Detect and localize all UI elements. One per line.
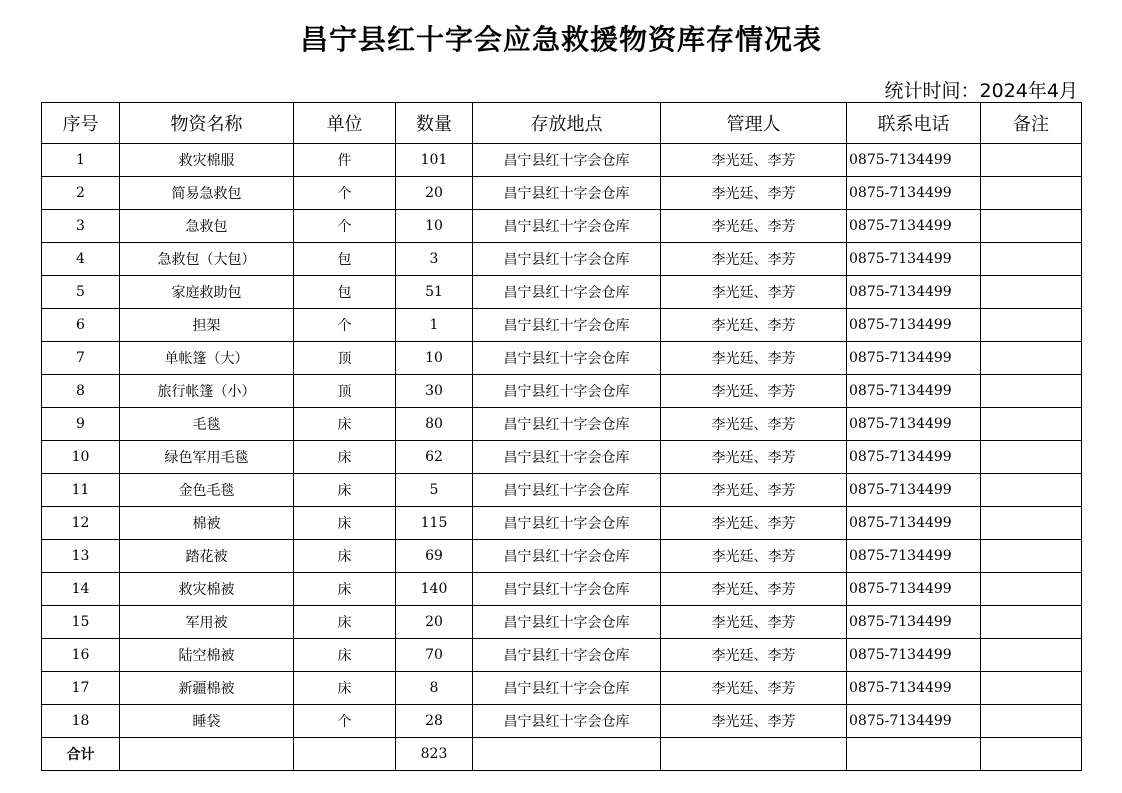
cell-manager: 李光廷、李芳	[661, 606, 847, 639]
cell-location: 昌宁县红十字会仓库	[473, 441, 661, 474]
cell-note	[981, 606, 1082, 639]
cell-name: 棉被	[120, 507, 294, 540]
cell-phone: 0875-7134499	[847, 276, 981, 309]
cell-manager: 李光廷、李芳	[661, 639, 847, 672]
cell-phone: 0875-7134499	[847, 441, 981, 474]
cell-note	[981, 573, 1082, 606]
cell-name: 简易急救包	[120, 177, 294, 210]
cell-unit: 床	[294, 474, 396, 507]
cell-qty: 140	[396, 573, 473, 606]
cell-manager: 李光廷、李芳	[661, 243, 847, 276]
header-note: 备注	[981, 103, 1082, 144]
cell-name: 急救包	[120, 210, 294, 243]
cell-note	[981, 672, 1082, 705]
inventory-table	[41, 102, 1082, 771]
cell-unit: 件	[294, 144, 396, 177]
cell-location: 昌宁县红十字会仓库	[473, 573, 661, 606]
cell-manager: 李光廷、李芳	[661, 177, 847, 210]
cell-name: 绿色军用毛毯	[120, 441, 294, 474]
cell-phone: 0875-7134499	[847, 507, 981, 540]
cell-location: 昌宁县红十字会仓库	[473, 606, 661, 639]
cell-note	[981, 243, 1082, 276]
cell-unit: 床	[294, 507, 396, 540]
table-row	[42, 507, 1082, 540]
cell-unit: 顶	[294, 342, 396, 375]
cell-phone: 0875-7134499	[847, 639, 981, 672]
table-header-row	[42, 103, 1082, 144]
cell-qty: 101	[396, 144, 473, 177]
cell-location: 昌宁县红十字会仓库	[473, 309, 661, 342]
cell-unit: 个	[294, 705, 396, 738]
cell-note	[981, 309, 1082, 342]
cell-no: 5	[42, 276, 120, 309]
cell-note	[981, 441, 1082, 474]
total-cell-empty	[847, 738, 981, 771]
cell-location: 昌宁县红十字会仓库	[473, 243, 661, 276]
cell-phone: 0875-7134499	[847, 243, 981, 276]
table-row	[42, 276, 1082, 309]
cell-manager: 李光廷、李芳	[661, 540, 847, 573]
cell-note	[981, 540, 1082, 573]
total-cell-empty	[981, 738, 1082, 771]
cell-no: 8	[42, 375, 120, 408]
cell-unit: 床	[294, 573, 396, 606]
cell-phone: 0875-7134499	[847, 540, 981, 573]
cell-no: 18	[42, 705, 120, 738]
cell-qty: 28	[396, 705, 473, 738]
cell-unit: 床	[294, 408, 396, 441]
table-row	[42, 705, 1082, 738]
total-label: 合计	[42, 738, 120, 771]
cell-qty: 8	[396, 672, 473, 705]
cell-qty: 1	[396, 309, 473, 342]
cell-location: 昌宁县红十字会仓库	[473, 672, 661, 705]
cell-no: 4	[42, 243, 120, 276]
table-row	[42, 177, 1082, 210]
table-row	[42, 243, 1082, 276]
cell-unit: 床	[294, 441, 396, 474]
header-no: 序号	[42, 103, 120, 144]
cell-qty: 80	[396, 408, 473, 441]
table-row	[42, 309, 1082, 342]
cell-manager: 李光廷、李芳	[661, 474, 847, 507]
cell-qty: 62	[396, 441, 473, 474]
total-cell-empty	[473, 738, 661, 771]
cell-manager: 李光廷、李芳	[661, 672, 847, 705]
table-row	[42, 573, 1082, 606]
cell-no: 10	[42, 441, 120, 474]
cell-name: 救灾棉被	[120, 573, 294, 606]
cell-note	[981, 177, 1082, 210]
table-row	[42, 606, 1082, 639]
cell-unit: 床	[294, 672, 396, 705]
cell-name: 急救包（大包）	[120, 243, 294, 276]
cell-name: 金色毛毯	[120, 474, 294, 507]
cell-name: 陆空棉被	[120, 639, 294, 672]
cell-unit: 个	[294, 210, 396, 243]
cell-unit: 个	[294, 309, 396, 342]
cell-unit: 个	[294, 177, 396, 210]
cell-name: 家庭救助包	[120, 276, 294, 309]
cell-manager: 李光廷、李芳	[661, 144, 847, 177]
cell-manager: 李光廷、李芳	[661, 276, 847, 309]
table-row	[42, 639, 1082, 672]
cell-note	[981, 210, 1082, 243]
cell-qty: 70	[396, 639, 473, 672]
cell-phone: 0875-7134499	[847, 672, 981, 705]
cell-no: 16	[42, 639, 120, 672]
table-row	[42, 540, 1082, 573]
cell-manager: 李光廷、李芳	[661, 507, 847, 540]
cell-unit: 包	[294, 243, 396, 276]
total-cell-empty	[120, 738, 294, 771]
cell-note	[981, 639, 1082, 672]
cell-location: 昌宁县红十字会仓库	[473, 375, 661, 408]
cell-no: 9	[42, 408, 120, 441]
cell-qty: 3	[396, 243, 473, 276]
cell-phone: 0875-7134499	[847, 474, 981, 507]
cell-unit: 床	[294, 606, 396, 639]
cell-unit: 顶	[294, 375, 396, 408]
cell-qty: 10	[396, 210, 473, 243]
header-manager: 管理人	[661, 103, 847, 144]
header-name: 物资名称	[120, 103, 294, 144]
cell-phone: 0875-7134499	[847, 210, 981, 243]
cell-no: 1	[42, 144, 120, 177]
table-row	[42, 144, 1082, 177]
cell-qty: 30	[396, 375, 473, 408]
table-row	[42, 210, 1082, 243]
table-row	[42, 375, 1082, 408]
cell-location: 昌宁县红十字会仓库	[473, 210, 661, 243]
page-title: 昌宁县红十字会应急救援物资库存情况表	[299, 23, 822, 56]
cell-location: 昌宁县红十字会仓库	[473, 474, 661, 507]
cell-manager: 李光廷、李芳	[661, 309, 847, 342]
cell-note	[981, 342, 1082, 375]
cell-manager: 李光廷、李芳	[661, 441, 847, 474]
cell-phone: 0875-7134499	[847, 177, 981, 210]
cell-phone: 0875-7134499	[847, 408, 981, 441]
header-unit: 单位	[294, 103, 396, 144]
cell-note	[981, 375, 1082, 408]
cell-phone: 0875-7134499	[847, 573, 981, 606]
cell-no: 11	[42, 474, 120, 507]
statistics-time: 统计时间：2024年4月	[884, 80, 1078, 102]
cell-phone: 0875-7134499	[847, 309, 981, 342]
cell-unit: 床	[294, 639, 396, 672]
cell-qty: 51	[396, 276, 473, 309]
cell-phone: 0875-7134499	[847, 606, 981, 639]
cell-qty: 69	[396, 540, 473, 573]
cell-note	[981, 507, 1082, 540]
cell-location: 昌宁县红十字会仓库	[473, 144, 661, 177]
cell-phone: 0875-7134499	[847, 144, 981, 177]
cell-name: 新疆棉被	[120, 672, 294, 705]
cell-manager: 李光廷、李芳	[661, 705, 847, 738]
cell-name: 睡袋	[120, 705, 294, 738]
cell-qty: 5	[396, 474, 473, 507]
cell-name: 担架	[120, 309, 294, 342]
cell-name: 毛毯	[120, 408, 294, 441]
cell-location: 昌宁县红十字会仓库	[473, 408, 661, 441]
cell-no: 2	[42, 177, 120, 210]
cell-name: 旅行帐篷（小）	[120, 375, 294, 408]
table-row	[42, 342, 1082, 375]
cell-phone: 0875-7134499	[847, 705, 981, 738]
cell-no: 7	[42, 342, 120, 375]
cell-name: 救灾棉服	[120, 144, 294, 177]
cell-qty: 10	[396, 342, 473, 375]
cell-no: 17	[42, 672, 120, 705]
cell-no: 15	[42, 606, 120, 639]
cell-name: 单帐篷（大）	[120, 342, 294, 375]
cell-manager: 李光廷、李芳	[661, 375, 847, 408]
table-row	[42, 441, 1082, 474]
header-qty: 数量	[396, 103, 473, 144]
cell-note	[981, 474, 1082, 507]
cell-no: 14	[42, 573, 120, 606]
cell-note	[981, 144, 1082, 177]
cell-unit: 包	[294, 276, 396, 309]
cell-note	[981, 408, 1082, 441]
total-cell-empty	[294, 738, 396, 771]
cell-qty: 20	[396, 177, 473, 210]
cell-note	[981, 276, 1082, 309]
cell-phone: 0875-7134499	[847, 342, 981, 375]
header-location: 存放地点	[473, 103, 661, 144]
cell-location: 昌宁县红十字会仓库	[473, 639, 661, 672]
cell-unit: 床	[294, 540, 396, 573]
cell-manager: 李光廷、李芳	[661, 342, 847, 375]
header-phone: 联系电话	[847, 103, 981, 144]
total-row	[42, 738, 1082, 771]
cell-location: 昌宁县红十字会仓库	[473, 276, 661, 309]
cell-note	[981, 705, 1082, 738]
cell-no: 3	[42, 210, 120, 243]
cell-name: 军用被	[120, 606, 294, 639]
cell-location: 昌宁县红十字会仓库	[473, 342, 661, 375]
table-row	[42, 474, 1082, 507]
cell-phone: 0875-7134499	[847, 375, 981, 408]
cell-no: 13	[42, 540, 120, 573]
total-qty: 823	[396, 738, 473, 771]
cell-location: 昌宁县红十字会仓库	[473, 705, 661, 738]
total-cell-empty	[661, 738, 847, 771]
cell-location: 昌宁县红十字会仓库	[473, 507, 661, 540]
cell-qty: 115	[396, 507, 473, 540]
cell-no: 6	[42, 309, 120, 342]
table-row	[42, 672, 1082, 705]
cell-manager: 李光廷、李芳	[661, 210, 847, 243]
cell-manager: 李光廷、李芳	[661, 408, 847, 441]
cell-manager: 李光廷、李芳	[661, 573, 847, 606]
cell-location: 昌宁县红十字会仓库	[473, 177, 661, 210]
cell-name: 踏花被	[120, 540, 294, 573]
cell-qty: 20	[396, 606, 473, 639]
cell-no: 12	[42, 507, 120, 540]
table-row	[42, 408, 1082, 441]
cell-location: 昌宁县红十字会仓库	[473, 540, 661, 573]
